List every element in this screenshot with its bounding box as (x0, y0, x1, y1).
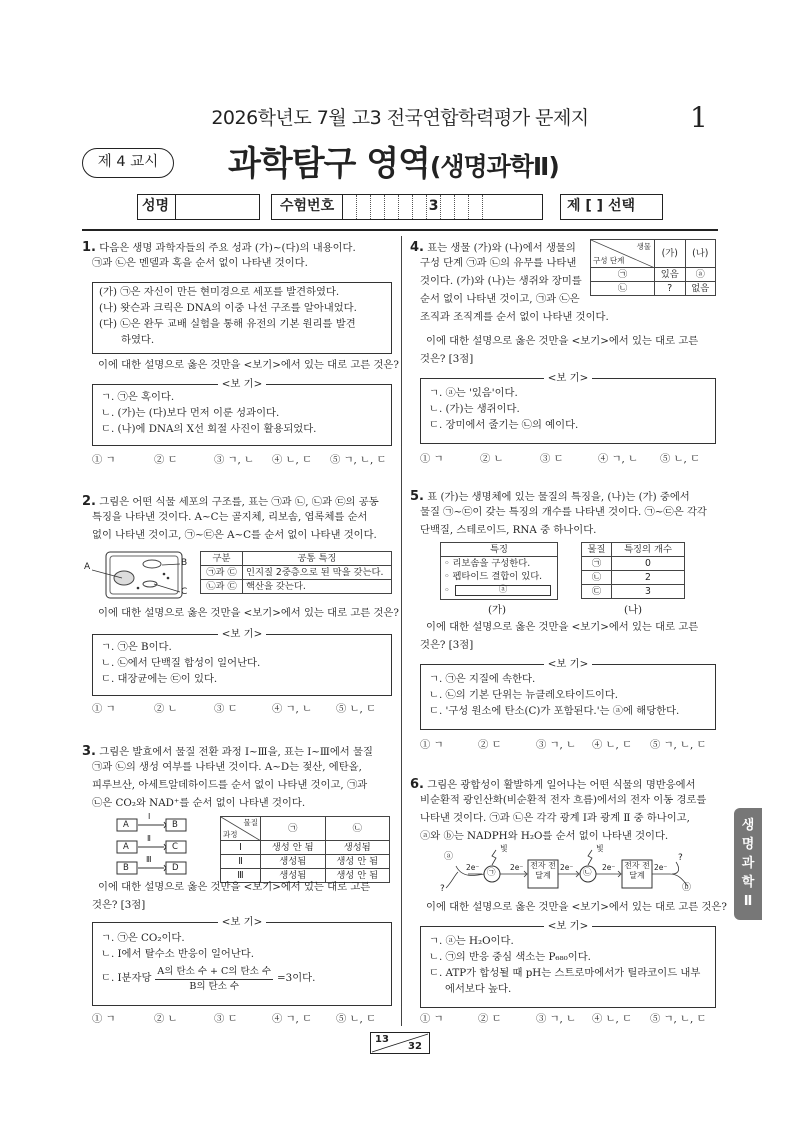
q2-option-3[interactable]: ③ ㄷ (214, 703, 238, 715)
fig-label-c: C (181, 587, 188, 597)
q1-option-2[interactable]: ② ㄷ (154, 454, 178, 466)
q4-bogi-box: <보 기> ㄱ. ⓐ는 '있음'이다. ㄴ. (가)는 생쥐이다. ㄷ. 장미에서 줄기는 ㉡의 예이다. (420, 378, 716, 444)
q6-number: 6. (410, 777, 424, 792)
q2-number: 2. (82, 494, 96, 509)
q3-number: 3. (82, 744, 96, 759)
q4-table: 생물 구성 단계 (가) (나) ㉠ 있음 ⓐ ㉡ ? 없음 (590, 239, 716, 296)
subject-title (228, 138, 559, 191)
q5-number: 5. (410, 489, 424, 504)
exam-title: 2026학년도 7월 고3 전국연합학력평가 문제지 (211, 107, 589, 129)
light-2: 빛 (596, 844, 604, 853)
page-total: 32 (408, 1041, 422, 1052)
label-a: ⓐ (444, 852, 454, 862)
q5-option-4[interactable]: ④ ㄴ, ㄷ (592, 739, 633, 751)
page-counter (370, 1032, 430, 1054)
q6-bogi-box: <보 기> ㄱ. ⓐ는 H₂O이다. ㄴ. ㉠의 반응 중심 색소는 P₆₈₀이다. ㄷ. ATP가 합성될 때 pH는 스트로마에서가 틸라코이드 내부 에서보다 높다. (420, 926, 716, 1008)
label-q-left: ? (440, 884, 445, 894)
q1-option-4[interactable]: ④ ㄴ, ㄷ (272, 454, 313, 466)
subject-main: 과학탐구 영역 (228, 144, 430, 184)
subject-sub: (생명과학Ⅱ) (429, 152, 559, 181)
fig-label-b: B (181, 558, 188, 568)
q2-bogi-box: <보 기> ㄱ. ㉠은 B이다. ㄴ. ㉡에서 단백질 합성이 일어난다. ㄷ. 대장균에는 ㉢이 있다. (92, 634, 392, 696)
q6-option-4[interactable]: ④ ㄴ, ㄷ (592, 1013, 633, 1025)
q4-option-4[interactable]: ④ ㄱ, ㄴ (598, 453, 639, 465)
q1-option-5[interactable]: ⑤ ㄱ, ㄴ, ㄷ (330, 454, 387, 466)
subject-side-tab: 생 명 과 학 Ⅱ (734, 808, 762, 920)
q4-option-5[interactable]: ⑤ ㄴ, ㄷ (660, 453, 701, 465)
q5-option-3[interactable]: ③ ㄱ, ㄴ (536, 739, 577, 751)
q3-option-4[interactable]: ④ ㄱ, ㄷ (272, 1013, 313, 1025)
name-label: 성명 (138, 195, 176, 219)
label-b: ⓑ (682, 883, 692, 893)
q3-option-1[interactable]: ① ㄱ (92, 1013, 116, 1025)
q5-option-5[interactable]: ⑤ ㄱ, ㄴ, ㄷ (650, 739, 707, 751)
q5-table-b: 물질 특징의 개수 ㉠ 0 ㉡ 2 ㉢ 3 (581, 542, 685, 599)
blank-a-box: ⓐ (455, 585, 551, 596)
q3-option-3[interactable]: ③ ㄷ (214, 1013, 238, 1025)
q4-number: 4. (410, 240, 424, 255)
caption-b: (나) (624, 604, 642, 616)
select-field[interactable]: 제 [ ] 선택 (560, 194, 663, 220)
q4-options (420, 452, 700, 468)
label-q-right: ? (678, 853, 683, 863)
fraction-denominator: B의 탄소 수 (189, 980, 240, 992)
name-field[interactable] (137, 194, 260, 220)
q2-option-2[interactable]: ② ㄴ (154, 703, 178, 715)
header-rule (82, 229, 718, 231)
q4-option-3[interactable]: ③ ㄷ (540, 453, 564, 465)
fraction-numerator: A의 탄소 수 + C의 탄소 수 (155, 965, 273, 980)
q5-bogi-box: <보 기> ㄱ. ㉠은 지질에 속한다. ㄴ. ㉡의 기본 단위는 뉴클레오타이드이다. ㄷ. '구성 원소에 탄소(C)가 포함된다.'는 ⓐ에 해당한다. (420, 664, 716, 730)
q1-text: 다음은 생명 과학자들의 주요 성과 (가)~(다)의 내용이다. (99, 242, 356, 254)
q1-ask: 이에 대한 설명으로 옳은 것만을 <보기>에서 있는 대로 고른 것은? (98, 359, 399, 371)
q5-options (420, 738, 707, 754)
q4-option-2[interactable]: ② ㄴ (480, 453, 504, 465)
ps-2: ㉡ (583, 868, 592, 878)
q2-option-4[interactable]: ④ ㄱ, ㄴ (272, 703, 313, 715)
fig-label-a: A (84, 562, 91, 572)
q1-options (92, 453, 387, 469)
carrier-2: 전자 전달계 (624, 861, 650, 880)
q6-option-3[interactable]: ③ ㄱ, ㄴ (536, 1013, 577, 1025)
q2-table: 구분 공통 특징 ㉠과 ㉢ 인지질 2중층으로 된 막을 갖는다. ㉡과 ㉢ 핵산을 갖는다. (200, 551, 392, 594)
q6-options (420, 1012, 707, 1028)
q3-bogi-box: <보 기> ㄱ. ㉠은 CO₂이다. ㄴ. Ⅰ에서 탈수소 반응이 일어난다. ㄷ. Ⅰ분자당 A의 탄소 수 + C의 탄소 수 B의 탄소 수 =3이다. (92, 922, 392, 1006)
exam-number-label: 수험번호 (272, 195, 343, 219)
ps-1: ㉠ (487, 868, 496, 878)
q5-option-1[interactable]: ① ㄱ (420, 739, 444, 751)
q3-options (92, 1012, 376, 1028)
q4-option-1[interactable]: ① ㄱ (420, 453, 444, 465)
q1-option-1[interactable]: ① ㄱ (92, 454, 116, 466)
q1-number: 1. (82, 240, 96, 255)
q3-table: 물질 과정 ㉠ ㉡ Ⅰ 생성 안 됨 생성됨 Ⅱ 생성됨 생성 안 됨 Ⅲ 생성됨 생성 안 됨 (220, 816, 390, 883)
q5-table-a: 특징 ◦ 리보솜을 구성한다. ◦ 펩타이드 결합이 있다. ◦ ⓐ (440, 542, 558, 600)
q1-text2: ㉠과 ㉡은 멘델과 혹을 순서 없이 나타낸 것이다. (92, 257, 308, 269)
q2-option-1[interactable]: ① ㄱ (92, 703, 116, 715)
light-1: 빛 (500, 844, 508, 853)
q2-option-5[interactable]: ⑤ ㄴ, ㄷ (336, 703, 377, 715)
q1-option-3[interactable]: ③ ㄱ, ㄴ (214, 454, 255, 466)
q6-option-1[interactable]: ① ㄱ (420, 1013, 444, 1025)
page-number: 1 (690, 101, 708, 134)
q1-statement-box: (가) ㉠은 자신이 만든 현미경으로 세포를 발견하였다. (나) 왓슨과 크릭은 DNA의 이중 나선 구조를 알아내었다. (다) ㉡은 완두 교배 실험을 통해 유전의 기본 원리를 발견 하였다. (92, 282, 392, 354)
session-badge: 제 4 교시 (82, 148, 174, 178)
q6-option-5[interactable]: ⑤ ㄱ, ㄴ, ㄷ (650, 1013, 707, 1025)
carrier-1: 전자 전달계 (530, 861, 556, 880)
q6-option-2[interactable]: ② ㄷ (478, 1013, 502, 1025)
column-divider (401, 236, 402, 1026)
electron-flow-diagram (440, 848, 712, 898)
q5-option-2[interactable]: ② ㄷ (478, 739, 502, 751)
q2-options (92, 702, 376, 718)
page-current: 13 (375, 1034, 389, 1045)
q3-option-2[interactable]: ② ㄴ (154, 1013, 178, 1025)
q1-bogi-box: <보 기> ㄱ. ㉠은 혹이다. ㄴ. (가)는 (다)보다 먼저 이룬 성과이다. ㄷ. (나)에 DNA의 X선 회절 사진이 활용되었다. (92, 384, 392, 446)
caption-a: (가) (488, 604, 506, 616)
exam-number-field[interactable] (271, 194, 543, 220)
q3-option-5[interactable]: ⑤ ㄴ, ㄷ (336, 1013, 377, 1025)
exam-number-digit: 3 (427, 195, 441, 219)
